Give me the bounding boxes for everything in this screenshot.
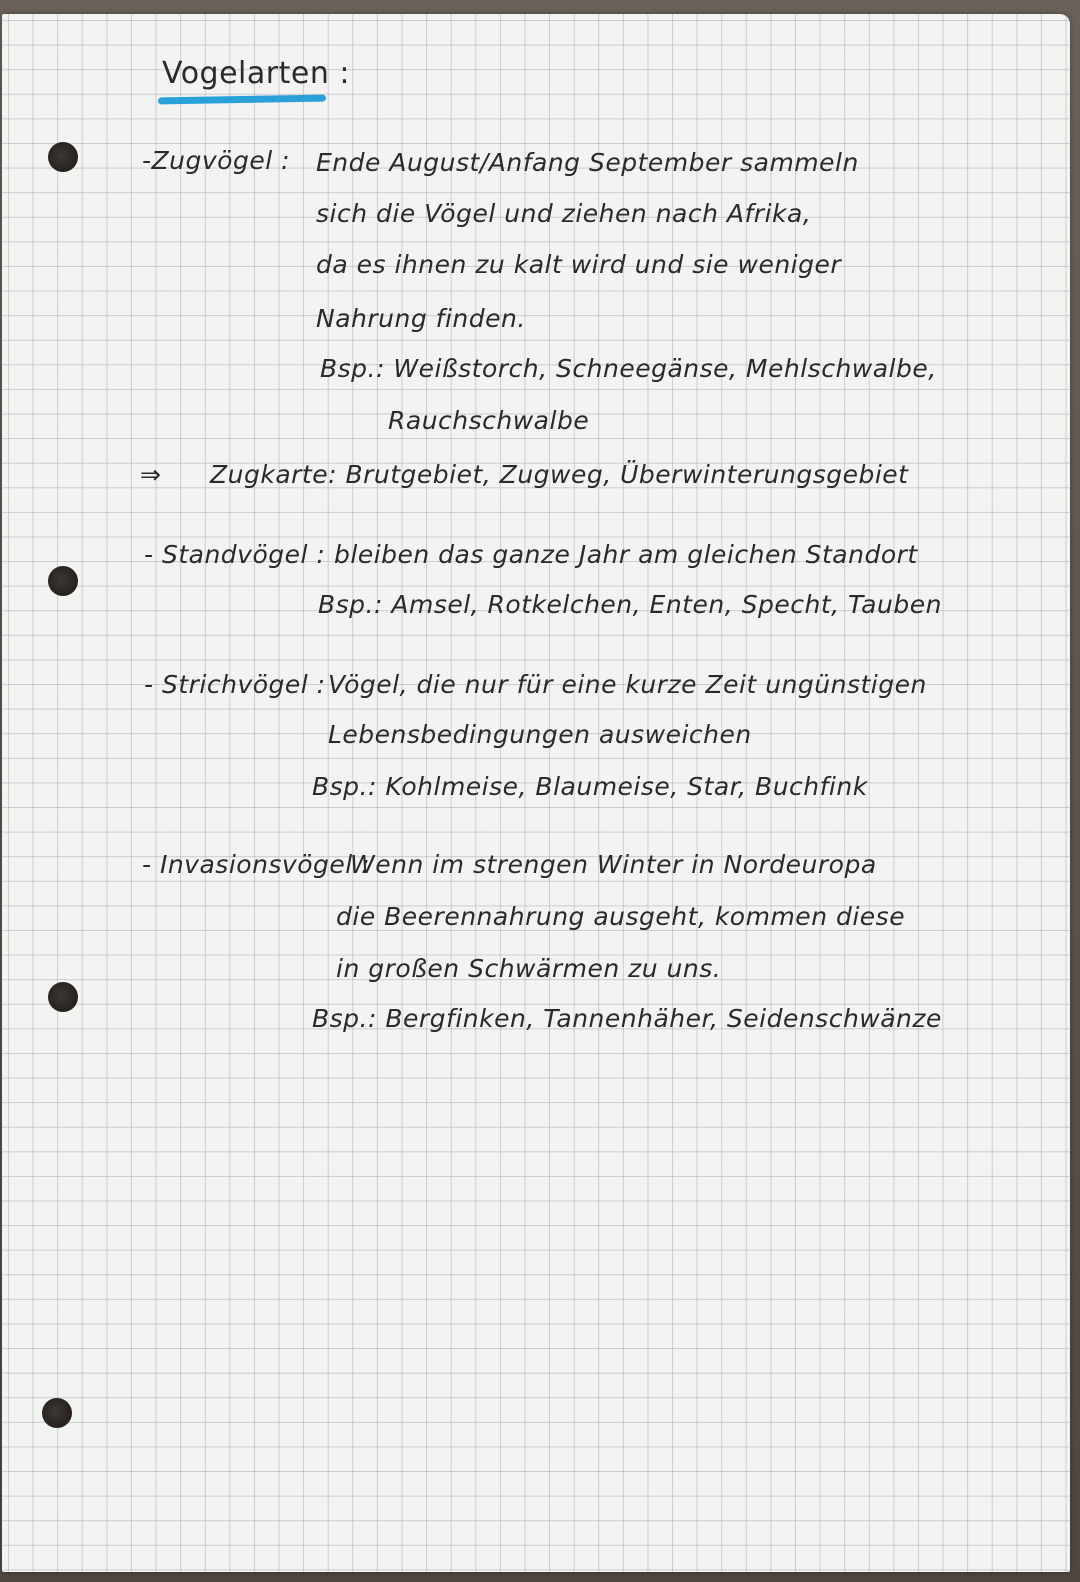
grid-paper-sheet — [2, 14, 1070, 1572]
title-underline — [158, 95, 326, 105]
punch-hole — [48, 142, 78, 172]
section-label-zugvoegel: -Zugvögel : — [142, 146, 291, 175]
arrow-icon: ⇒ — [140, 460, 162, 489]
note-line: Nahrung finden. — [316, 304, 526, 333]
punch-hole — [48, 566, 78, 596]
example-line: Bsp.: Bergfinken, Tannenhäher, Seidenschwänze — [312, 1004, 942, 1033]
note-line: die Beerennahrung ausgeht, kommen diese — [336, 902, 906, 931]
section-label-standvoegel: - Standvögel : — [144, 540, 326, 569]
note-line: in großen Schwärmen zu uns. — [336, 954, 722, 983]
note-line: Lebensbedingungen ausweichen — [328, 720, 752, 749]
note-line: da es ihnen zu kalt wird und sie weniger — [316, 250, 842, 279]
note-line: Wenn im strengen Winter in Nordeuropa — [350, 850, 877, 879]
section-label-strichvoegel: - Strichvögel : — [144, 670, 326, 699]
note-line: Ende August/Anfang September sammeln — [316, 148, 859, 177]
punch-hole — [48, 982, 78, 1012]
section-label-invasionsvoegel: - Invasionsvögel : — [142, 850, 371, 879]
example-line: Bsp.: Weißstorch, Schneegänse, Mehlschwalbe, — [320, 354, 937, 383]
example-line: Bsp.: Amsel, Rotkelchen, Enten, Specht, Tauben — [318, 590, 942, 619]
example-line: Rauchschwalbe — [388, 406, 590, 435]
note-line: Vögel, die nur für eine kurze Zeit ungünstigen — [328, 670, 927, 699]
note-line: sich die Vögel und ziehen nach Afrika, — [316, 199, 812, 228]
note-line: bleiben das ganze Jahr am gleichen Standort — [334, 540, 918, 569]
zugkarte-line: Zugkarte: Brutgebiet, Zugweg, Überwinterungsgebiet — [210, 460, 909, 489]
page-title: Vogelarten : — [162, 56, 350, 91]
example-line: Bsp.: Kohlmeise, Blaumeise, Star, Buchfink — [312, 772, 868, 801]
punch-hole — [42, 1398, 72, 1428]
